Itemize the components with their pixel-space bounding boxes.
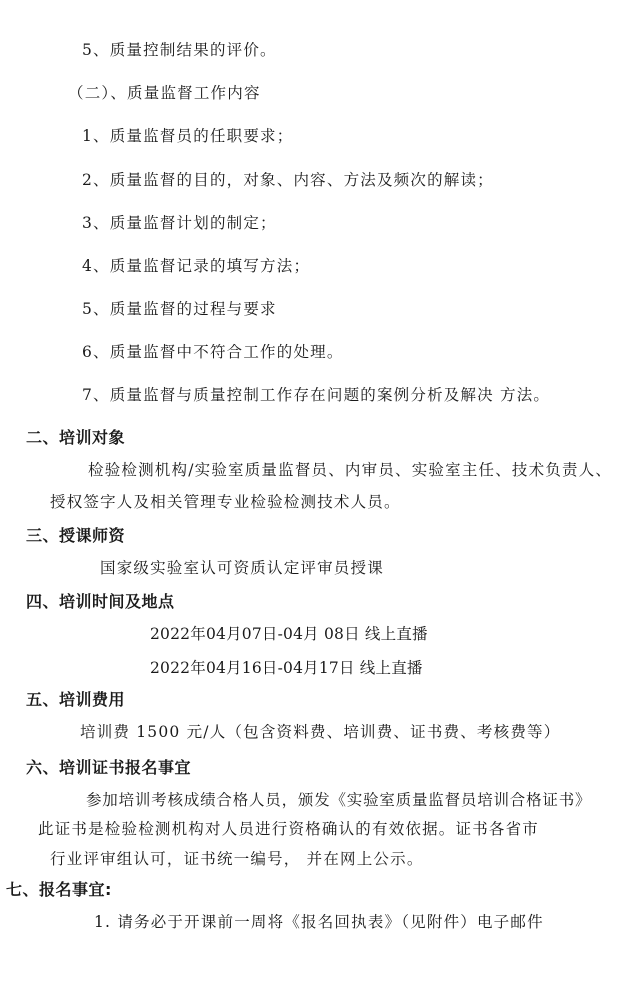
target-line-2: 授权签字人及相关管理专业检验检测技术人员。: [50, 493, 401, 511]
supervision-item-6: 6、质量监督中不符合工作的处理。: [82, 343, 344, 361]
supervision-item-5: 5、质量监督的过程与要求: [82, 300, 277, 318]
section-heading-target: 二、培训对象: [26, 428, 126, 447]
certificate-line-3: 行业评审组认可，证书统一编号， 并在网上公示。: [50, 850, 424, 868]
schedule-session-2: 2022年04月16日-04月17日 线上直播: [150, 659, 423, 677]
supervision-item-7: 7、质量监督与质量控制工作存在问题的案例分析及解决 方法。: [82, 386, 551, 404]
teachers-text: 国家级实验室认可资质认定评审员授课: [100, 559, 384, 577]
schedule-session-1: 2022年04月07日-04月 08日 线上直播: [150, 625, 428, 643]
supervision-item-1: 1、质量监督员的任职要求；: [82, 127, 294, 145]
supervision-item-2: 2、质量监督的目的，对象、内容、方法及频次的解读；: [82, 171, 494, 189]
supervision-item-3: 3、质量监督计划的制定；: [82, 214, 277, 232]
section-heading-teachers: 三、授课师资: [26, 526, 126, 545]
certificate-line-2: 此证书是检验检测机构对人员进行资格确认的有效依据。证书各省市: [38, 820, 540, 838]
section-heading-certificate: 六、培训证书报名事宜: [26, 758, 192, 777]
section-heading-schedule: 四、培训时间及地点: [26, 592, 175, 611]
supervision-item-4: 4、质量监督记录的填写方法；: [82, 257, 311, 275]
qc-item-5: 5、质量控制结果的评价。: [82, 41, 277, 59]
fee-text: 培训费 1500 元/人（包含资料费、培训费、证书费、考核费等）: [80, 723, 561, 741]
section-heading-fee: 五、培训费用: [26, 690, 126, 709]
registration-item-1: 1. 请务必于开课前一周将《报名回执表》（见附件）电子邮件: [94, 913, 544, 931]
supervision-subtitle: （二）、质量监督工作内容: [68, 84, 261, 102]
target-line-1: 检验检测机构/实验室质量监督员、内审员、实验室主任、技术负责人、: [88, 461, 613, 479]
certificate-line-1: 参加培训考核成绩合格人员，颁发《实验室质量监督员培训合格证书》: [86, 791, 592, 809]
section-heading-registration: 七、报名事宜:: [6, 880, 112, 899]
